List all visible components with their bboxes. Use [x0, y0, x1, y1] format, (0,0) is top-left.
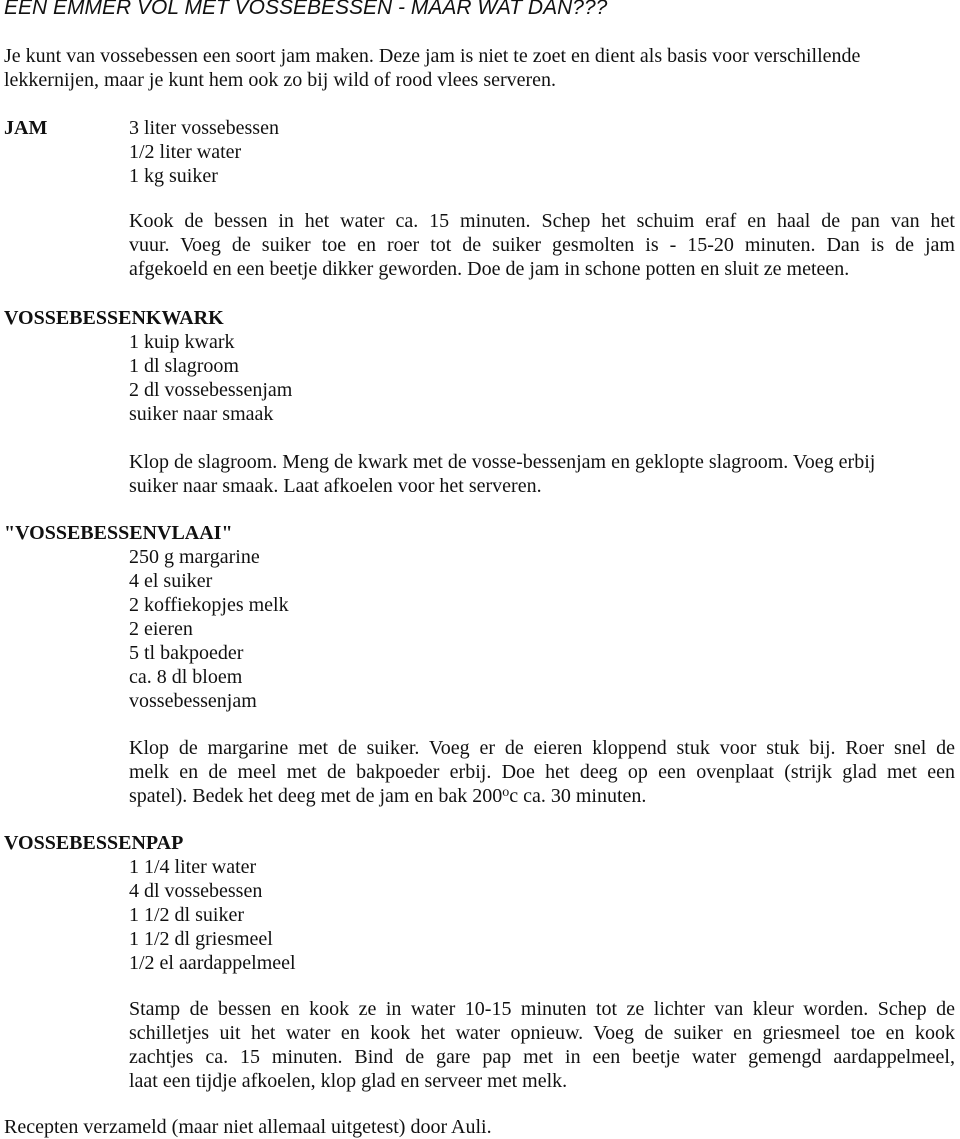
ingredient-item: ca. 8 dl bloem: [129, 666, 243, 688]
ingredient-item: 4 el suiker: [129, 570, 213, 592]
pap-heading: VOSSEBESSENPAP: [4, 832, 184, 854]
method-line: vuur. Voeg de suiker toe en roer tot de suiker gesmolten is - 15-20 minuten. Dan is de jam: [129, 234, 955, 256]
intro-line: Je kunt van vossebessen een soort jam maken. Deze jam is niet te zoet en dient als basis voor verschillende: [4, 45, 861, 67]
method-text: spatel). Bedek het deeg met de jam en bak 200: [129, 785, 503, 807]
ingredient-item: 1 kuip kwark: [129, 331, 235, 353]
ingredient-item: 1 1/2 dl griesmeel: [129, 928, 273, 950]
intro-line: lekkernijen, maar je kunt hem ook zo bij wild of rood vlees serveren.: [4, 69, 557, 91]
vlaai-method: [129, 736, 955, 808]
jam-ingredients: [129, 116, 279, 188]
ingredient-item: 2 eieren: [129, 618, 193, 640]
ingredient-item: 250 g margarine: [129, 546, 260, 568]
kwark-ingredients: [129, 330, 292, 426]
ingredient-item: 5 tl bakpoeder: [129, 642, 244, 664]
ingredient-item: 1 dl slagroom: [129, 355, 239, 377]
method-text: c ca. 30 minuten.: [509, 785, 647, 807]
method-line: suiker naar smaak. Laat afkoelen voor het serveren.: [129, 475, 542, 497]
ingredient-item: 4 dl vossebessen: [129, 880, 263, 902]
ingredient-item: suiker naar smaak: [129, 403, 274, 425]
ingredient-item: 1 1/2 dl suiker: [129, 904, 244, 926]
vlaai-heading: "VOSSEBESSENVLAAI": [4, 522, 233, 544]
jam-method: [129, 209, 955, 281]
ingredient-item: 2 koffiekopjes melk: [129, 594, 289, 616]
ingredient-item: 1/2 el aardappelmeel: [129, 952, 296, 974]
vlaai-ingredients: [129, 545, 289, 713]
footer-credit: Recepten verzameld (maar niet allemaal uitgetest) door Auli.: [4, 1116, 492, 1138]
method-line: Klop de margarine met de suiker. Voeg er de eieren kloppend stuk voor stuk bij. Roer snel de: [129, 737, 955, 759]
kwark-heading: VOSSEBESSENKWARK: [4, 307, 224, 329]
method-line: [129, 784, 955, 808]
method-line: Stamp de bessen en kook ze in water 10-15 minuten tot ze lichter van kleur worden. Schep de: [129, 998, 955, 1020]
intro-paragraph: [4, 44, 956, 92]
pap-method: [129, 997, 955, 1093]
method-line: Kook de bessen in het water ca. 15 minuten. Schep het schuim eraf en haal de pan van het: [129, 210, 955, 232]
kwark-method: [129, 450, 955, 498]
ingredient-item: 1 1/4 liter water: [129, 856, 257, 878]
method-line: schilletjes uit het water en kook het water opnieuw. Voeg de suiker en griesmeel toe en kook: [129, 1022, 955, 1044]
ingredient-item: vossebessenjam: [129, 690, 257, 712]
method-line: melk en de meel met de bakpoeder erbij. Doe het deeg op een ovenplaat (strijk glad met een: [129, 761, 955, 783]
degree-superscript: o: [502, 785, 510, 800]
method-line: laat een tijdje afkoelen, klop glad en serveer met melk.: [129, 1070, 568, 1092]
ingredient-item: 1/2 liter water: [129, 141, 242, 163]
method-line: zachtjes ca. 15 minuten. Bind de gare pap met in een beetje water gemengd aardappelmeel,: [129, 1046, 955, 1068]
ingredient-item: 1 kg suiker: [129, 165, 218, 187]
pap-ingredients: [129, 855, 296, 975]
jam-heading: JAM: [4, 117, 48, 139]
page-title: EEN EMMER VOL MET VOSSEBESSEN - MAAR WAT DAN???: [4, 0, 608, 19]
method-line: Klop de slagroom. Meng de kwark met de vosse-bessenjam en geklopte slagroom. Voeg erbij: [129, 451, 876, 473]
ingredient-item: 3 liter vossebessen: [129, 117, 279, 139]
ingredient-item: 2 dl vossebessenjam: [129, 379, 293, 401]
method-line: afgekoeld en een beetje dikker geworden. Doe de jam in schone potten en sluit ze meteen.: [129, 258, 850, 280]
